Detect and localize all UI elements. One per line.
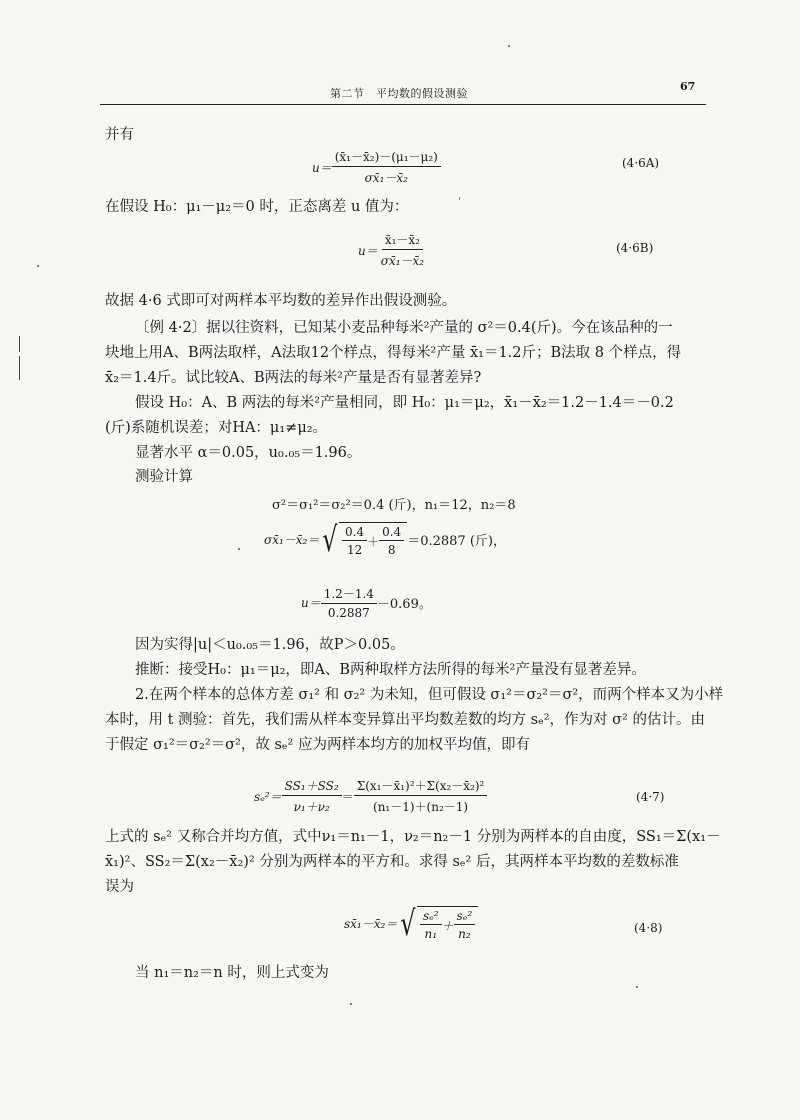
radical-sign: √	[322, 519, 338, 560]
text-line: 故据 4·6 式即可对两样本平均数的差异作出假设测验。	[105, 293, 457, 309]
equation-4-6b	[358, 231, 427, 269]
equation-4-7	[254, 777, 487, 815]
fraction-denominator: (n₁－1)＋(n₂－1)	[373, 800, 469, 814]
text-line: 因为实得|u|＜u₀.₀₅＝1.96，故P＞0.05。	[135, 637, 405, 653]
equation-label-4-7: (4·7)	[636, 790, 665, 804]
equation-lhs: u＝	[301, 596, 321, 610]
equation-4-8	[344, 903, 478, 944]
fraction-numerator: 0.4	[342, 525, 367, 541]
text-line: 当 n₁＝n₂＝n 时，则上式变为	[135, 965, 329, 981]
header-rule	[100, 104, 706, 105]
fraction-numerator: (x̄₁－x̄₂)－(μ₁－μ₂)	[332, 148, 441, 167]
radical-sign: √	[400, 903, 416, 944]
scan-speck	[459, 197, 460, 200]
calc-line-2	[264, 519, 506, 560]
fraction	[321, 585, 377, 620]
scan-speck	[37, 265, 39, 267]
fraction-numerator: sₑ²	[454, 909, 476, 925]
page-number: 67	[680, 80, 696, 93]
fraction-numerator: Σ(x₁－x̄₁)²＋Σ(x₂－x̄₂)²	[354, 777, 488, 796]
radicand	[339, 522, 407, 557]
fraction-denominator: n₁	[424, 927, 438, 941]
equation-label-4-8: (4·8)	[634, 921, 663, 935]
equation-4-6a	[312, 148, 441, 186]
equation-lhs: u＝	[358, 243, 378, 258]
text-line: x̄₂＝1.4斤。试比较A、B两法的每米²产量是否有显著差异?	[105, 370, 482, 386]
equation-rhs: －0.69。	[376, 597, 432, 612]
text-line: 块地上用A、B两法取样，A法取12个样点，得每米²产量 x̄₁＝1.2斤；B法取 8 个样点，得	[105, 345, 682, 361]
text-line: 本时，用 t 测验：首先，我们需从样本变异算出平均数差数的均方 sₑ²，作为对 σ² 的估计。由	[105, 712, 705, 728]
text-line: 于假定 σ₁²＝σ₂²＝σ²，故 sₑ² 应为两样本均方的加权平均值，即有	[105, 737, 530, 753]
text-line: (斤)系随机误差；对HA：μ₁≠μ₂。	[105, 420, 328, 436]
fraction-numerator: sₑ²	[420, 909, 442, 925]
text-line: 显著水平 α＝0.05，u₀.₀₅＝1.96。	[135, 445, 362, 461]
fraction	[332, 148, 441, 186]
square-root	[319, 519, 407, 560]
radicand	[417, 906, 478, 941]
scan-speck	[350, 1003, 352, 1005]
equals-sign: ＝	[341, 789, 354, 804]
scan-speck	[508, 45, 510, 47]
running-header-title: 第二节 平均数的假设测验	[330, 87, 468, 100]
fraction	[354, 777, 488, 815]
text-line: 测验计算	[135, 469, 193, 485]
fraction	[342, 525, 367, 557]
fraction	[378, 231, 427, 269]
text-line: 推断：接受H₀：μ₁＝μ₂，即A、B两种取样方法所得的每米²产量没有显著差异。	[135, 662, 646, 678]
fraction-denominator: n₂	[458, 927, 471, 941]
equation-lhs: u＝	[312, 160, 332, 175]
equation-lhs: sx̄₁－x̄₂＝	[344, 917, 398, 931]
text-line: 假设 H₀：A、B 两法的每米²产量相同，即 H₀：μ₁＝μ₂，x̄₁－x̄₂＝1.2－1.4＝－0.2	[135, 395, 674, 411]
fraction	[379, 525, 404, 557]
scan-speck	[636, 986, 638, 988]
calc-line-1: σ²＝σ₁²＝σ₂²＝0.4 (斤)，n₁＝12，n₂＝8	[272, 498, 516, 513]
fraction-denominator: ν₁＋ν₂	[293, 800, 330, 814]
text-line: 误为	[105, 879, 134, 895]
fraction-denominator: 8	[387, 543, 396, 557]
scan-mark	[19, 336, 20, 352]
equation-lhs: sₑ²＝	[254, 789, 282, 804]
text-line: 2.在两个样本的总体方差 σ₁² 和 σ₂² 为未知，但可假设 σ₁²＝σ₂²＝σ²，而两个样本又为小样	[135, 687, 724, 703]
fraction	[454, 909, 476, 941]
scan-mark	[19, 356, 20, 380]
calc-line-3	[301, 585, 432, 620]
fraction-denominator: σx̄₁－x̄₂	[380, 254, 425, 268]
text-line: 上式的 sₑ² 又称合并均方值，式中ν₁＝n₁－1，ν₂＝n₂－1 分别为两样本的自由度，SS₁＝Σ(x₁－	[105, 829, 721, 845]
text-line: x̄₁)²、SS₂＝Σ(x₂－x̄₂)² 分别为两样本的平方和。求得 sₑ² 后，其两样本平均数的差数标准	[105, 854, 679, 870]
equation-label-4-6a: (4·6A)	[622, 156, 660, 170]
plus-sign: ＋	[441, 918, 454, 933]
text-line: 在假设 H₀：μ₁－μ₂＝0 时，正态离差 u 值为：	[105, 199, 409, 215]
equation-rhs: ＝0.2887 (斤)，	[407, 534, 506, 549]
square-root	[397, 903, 478, 944]
fraction-denominator: σx̄₁－x̄₂	[364, 171, 408, 185]
fraction	[282, 777, 342, 815]
text-line: 〔例 4·2〕据以往资料，已知某小麦品种每米²产量的 σ²＝0.4(斤)。今在该品种的一	[135, 320, 673, 336]
fraction-numerator: x̄₁－x̄₂	[382, 231, 423, 250]
plus-sign: ＋	[367, 534, 380, 549]
fraction-denominator: 12	[346, 543, 363, 557]
fraction-numerator: SS₁＋SS₂	[282, 777, 342, 796]
text-line: 并有	[105, 127, 134, 143]
fraction	[420, 909, 442, 941]
fraction-numerator: 0.4	[379, 525, 404, 541]
fraction-denominator: 0.2887	[327, 606, 370, 620]
fraction-numerator: 1.2－1.4	[321, 585, 377, 604]
equation-label-4-6b: (4·6B)	[616, 241, 654, 255]
scan-speck	[238, 548, 240, 550]
equation-lhs: σx̄₁－x̄₂＝	[264, 533, 320, 547]
